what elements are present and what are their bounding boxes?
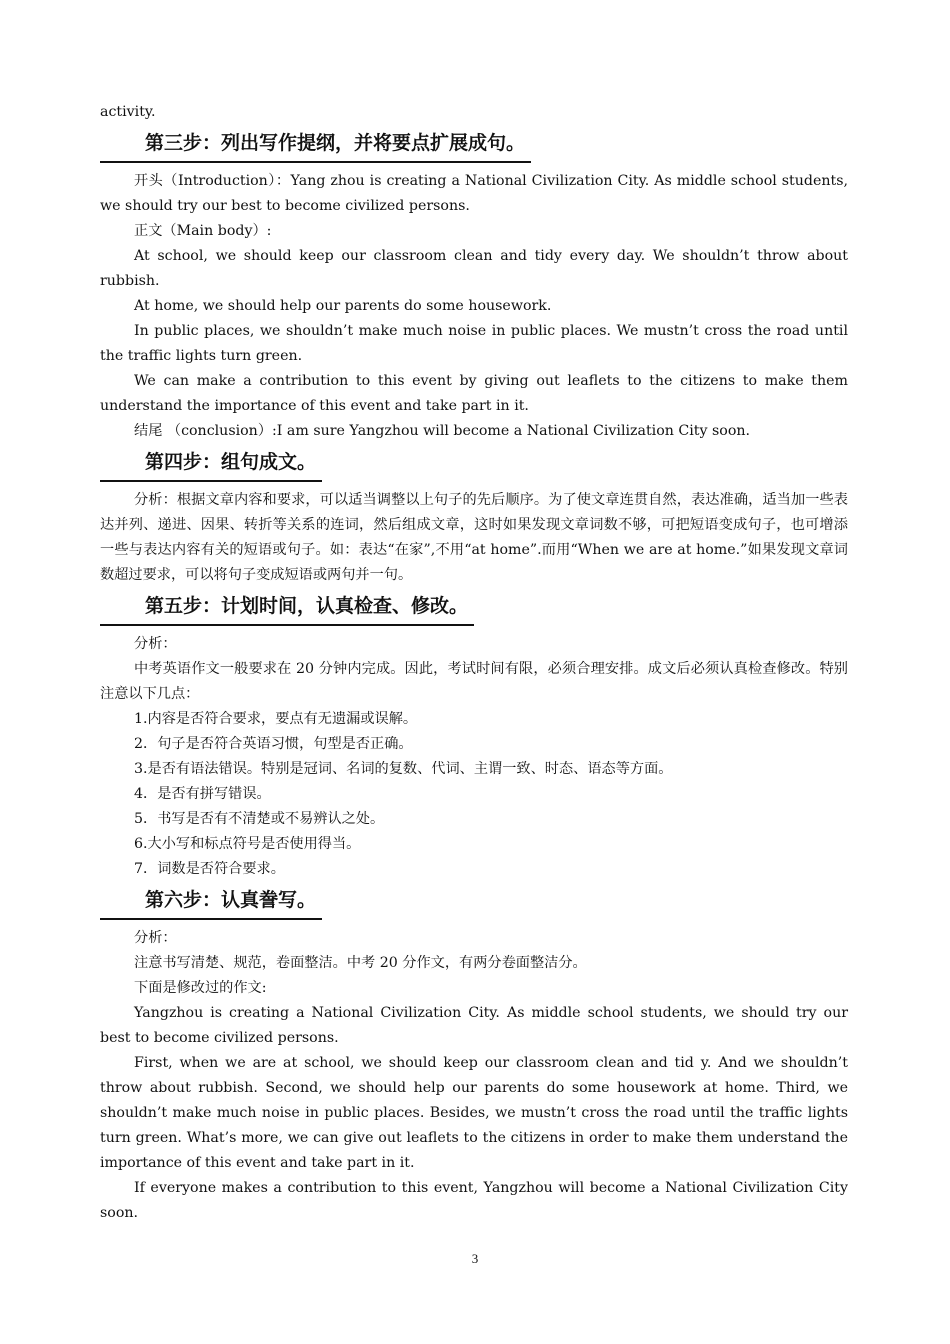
document-page [100,100,848,1226]
check-item-6: 6.大小写和标点符号是否使用得当。 [134,836,361,852]
step6-note: 注意书写清楚、规范，卷面整洁。中考 20 分作文，有两分卷面整洁分。 [134,955,587,971]
revised-essay-label: 下面是修改过的作文: [134,980,267,996]
step4-analysis: 分析：根据文章内容和要求，可以适当调整以上句子的先后顺序。为了使文章连贯自然，表达准确，适当加一些表达并列、递进、因果、转折等关系的连词，然后组成文章，这时如果发现文章词数不够，可把短语变成句子，也可增添一些与表达内容有关的短语或句子。如：表达“在家”,不用“at home”.而用“When we are at home.”如果发现文章词数超过要求，可以将句子变成短语或两句并一句。 [100,492,848,583]
continuation-text: activity. [100,104,156,120]
step3-body-label: 正文（Main body）: [134,223,272,239]
step3-home: At home, we should help our parents do some housework. [134,298,552,314]
check-item-1: 1.内容是否符合要求，要点有无遗漏或误解。 [134,711,418,727]
step5-heading: 第五步：计划时间，认真检查、修改。 [100,590,474,626]
step3-school: At school, we should keep our classroom clean and tidy every day. We shouldn’t throw about rubbish. [100,248,848,289]
step6-heading: 第六步：认真誊写。 [100,884,322,920]
check-item-7: 7．词数是否符合要求。 [134,861,285,877]
step6-analysis-label: 分析： [134,930,177,946]
check-item-2: 2．句子是否符合英语习惯，句型是否正确。 [134,736,413,752]
step3-heading: 第三步：列出写作提纲，并将要点扩展成句。 [100,127,531,163]
step5-intro: 中考英语作文一般要求在 20 分钟内完成。因此，考试时间有限，必须合理安排。成文后必须认真检查修改。特别注意以下几点： [100,661,848,702]
check-item-3: 3.是否有语法错误。特别是冠词、名词的复数、代词、主谓一致、时态、语态等方面。 [134,761,673,777]
check-item-5: 5．书写是否有不清楚或不易辨认之处。 [134,811,385,827]
step5-analysis-label: 分析： [134,636,177,652]
check-item-4: 4．是否有拼写错误。 [134,786,271,802]
essay-paragraph-3: If everyone makes a contribution to this event, Yangzhou will become a National Civilization City soon. [100,1180,848,1221]
step3-public: In public places, we shouldn’t make much noise in public places. We mustn’t cross the road until the traffic lights turn green. [100,323,848,364]
step3-conclusion: 结尾 （conclusion）:I am sure Yangzhou will become a National Civilization City soon. [134,423,751,439]
step3-intro: 开头（Introduction）：Yang zhou is creating a National Civilization City. As middle school students, we should try our best to become civilized persons. [100,173,848,214]
page-number: 3 [471,1251,479,1266]
essay-paragraph-2: First, when we are at school, we should keep our classroom clean and tid y. And we shouldn’t throw about rubbish. Second, we should help our parents do some housework at home. Third, we shouldn’t make much noise in public places. Besides, we mustn’t cross the road until the traffic lights turn green. What’s more, we can give out leaflets to the citizens in order to make them understand the importance of this event and take part in it. [100,1055,848,1171]
step4-heading: 第四步：组句成文。 [100,446,322,482]
step3-contribution: We can make a contribution to this event by giving out leaflets to the citizens to make them understand the importance of this event and take part in it. [100,373,848,414]
essay-paragraph-1: Yangzhou is creating a National Civilization City. As middle school students, we should try our best to become civilized persons. [100,1005,848,1046]
